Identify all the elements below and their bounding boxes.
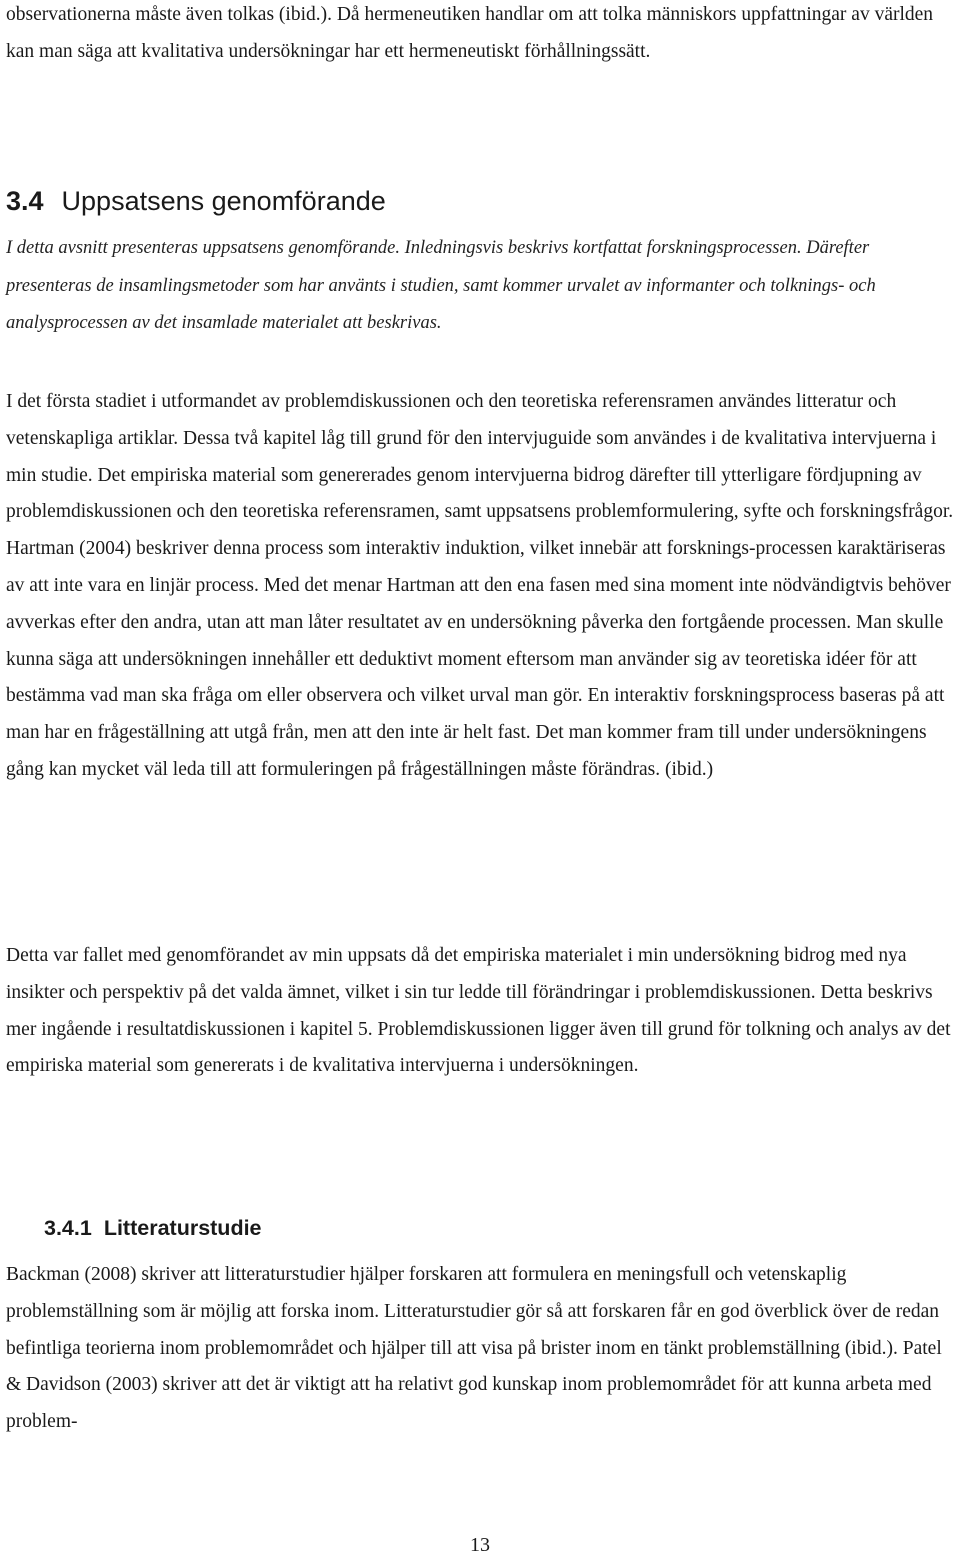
section-summary-text: I detta avsnitt presenteras uppsatsens genomförande. Inledningsvis beskrivs kortfattat forskningsprocessen. Därefter presenteras de insamlingsmetoder som har använts i studien, samt kommer urvalet av informanter och tolknings- och analysprocessen av det insamlade materialet att beskrivas. xyxy=(6,238,876,333)
section-paragraph-1-text: I det första stadiet i utformandet av problemdiskussionen och den teoretiska referensramen användes litteratur och vetenskapliga artiklar. Dessa två kapitel låg till grund för den intervjuguide som användes i de kvalitativa intervjuerna i min studie. Det empiriska material som genererades genom intervjuerna bidrog därefter till ytterligare fördjupning av problemdiskussionen och den teoretiska referensramen, samt uppsatsens problemformulering, syfte och forskningsfrågor. Hartman (2004) beskriver denna process som interaktiv induktion, vilket innebär att forsknings-processen karaktäriseras av att inte vara en linjär process. Med det menar Hartman att den ena fasen med sina moment inte nödvändigtvis behöver avverkas efter den andra, utan att man låter resultatet av en undersökning påverka den fortgående processen. Man skulle kunna säga att undersökningen innehåller ett deduktivt moment eftersom man använder sig av teoretiska idéer för att bestämma vad man ska fråga om eller observera och vilket urval man gör. En interaktiv forskningsprocess baseras på att man har en frågeställning att utgå från, men att den inte är helt fast. Det man kommer fram till under undersökningens gång kan mycket väl leda till att formuleringen på frågeställningen måste förändras. (ibid.) xyxy=(6,391,954,780)
intro-paragraph xyxy=(6,0,954,70)
section-paragraph-1 xyxy=(6,384,954,789)
section-number: 3.4 xyxy=(6,186,44,216)
subsection-heading xyxy=(44,1216,960,1241)
section-paragraph-2 xyxy=(6,938,954,1085)
subsection-paragraph xyxy=(6,1257,954,1441)
section-paragraph-2-text: Detta var fallet med genomförandet av min uppsats då det empiriska materialet i min undersökning bidrog med nya insikter och perspektiv på det valda ämnet, vilket i sin tur ledde till förändringar i problemdiskussionen. Detta beskrivs mer ingående i resultatdiskussionen i kapitel 5. Problemdiskussionen ligger även till grund för tolkning och analys av det empiriska material som genererats i de kvalitativa intervjuerna i undersökningen. xyxy=(6,945,951,1077)
section-heading xyxy=(6,186,954,217)
subsection-title: Litteraturstudie xyxy=(103,1216,262,1240)
subsection-number: 3.4.1 xyxy=(44,1216,92,1240)
section-title: Uppsatsens genomförande xyxy=(61,186,386,216)
page-number: 13 xyxy=(470,1534,490,1556)
intro-text: observationerna måste även tolkas (ibid.). Då hermeneutiken handlar om att tolka människors uppfattningar av världen kan man säga att kvalitativa undersökningar har ett hermeneutiskt förhållningssätt. xyxy=(6,4,934,62)
section-summary xyxy=(6,230,954,343)
subsection-paragraph-text: Backman (2008) skriver att litteraturstudier hjälper forskaren att formulera en meningsfull och vetenskaplig problemställning som är möjlig att forska inom. Litteraturstudier gör så att forskaren får en god överblick över de redan befintliga teorierna inom problemområdet och hjälper till att visa på brister inom en tänkt problemställning (ibid.). Patel & Davidson (2003) skriver att det är viktigt att ha relativt god kunskap inom problemområdet för att kunna arbeta med problem- xyxy=(6,1264,942,1433)
